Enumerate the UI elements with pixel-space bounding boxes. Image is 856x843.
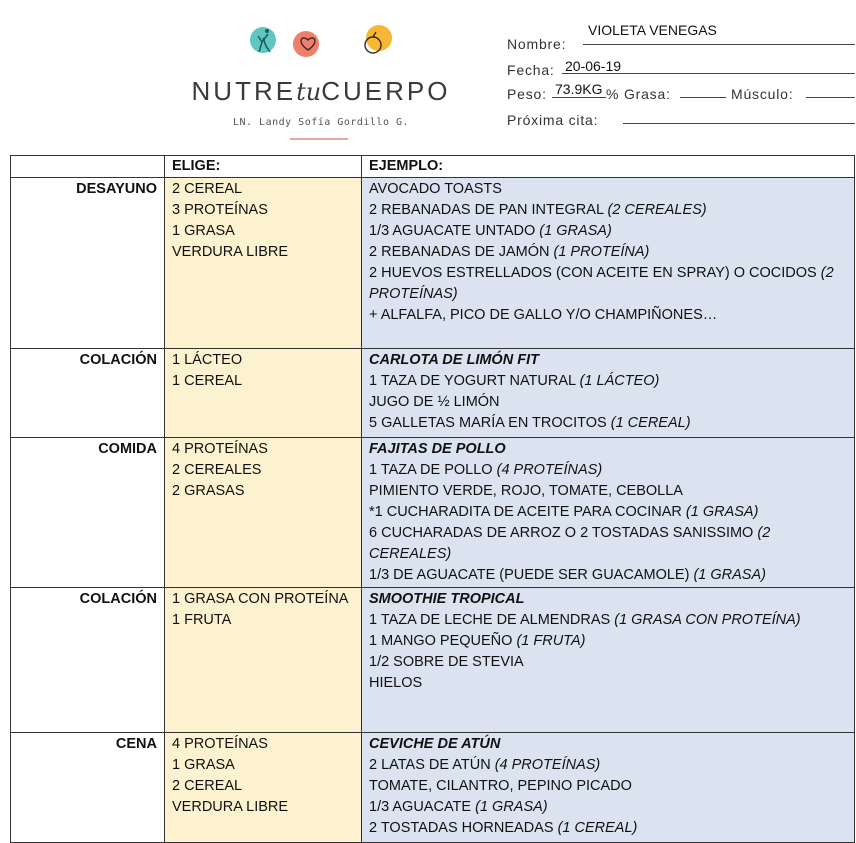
grasa-label: % Grasa: [606, 86, 671, 102]
example-line: 1 TAZA DE LECHE DE ALMENDRAS (1 GRASA CON PROTEÍNA) [369, 612, 801, 628]
elige-item: 1 GRASA CON PROTEÍNA [172, 591, 349, 607]
elige-item: 3 PROTEÍNAS [172, 202, 268, 218]
row-desayuno [11, 178, 855, 349]
recipe-title: CARLOTA DE LIMÓN FIT [369, 352, 539, 368]
elige-item: 1 GRASA [172, 757, 235, 773]
nombre-label: Nombre: [507, 36, 567, 52]
ejemplo-cell [362, 178, 855, 349]
example-line: PIMIENTO VERDE, ROJO, TOMATE, CEBOLLA [369, 483, 683, 499]
musculo-line [806, 97, 855, 98]
ejemplo-cell [362, 438, 855, 588]
header-elige: ELIGE: [165, 156, 362, 178]
heart-icon [293, 31, 319, 57]
example-line: *1 CUCHARADITA DE ACEITE PARA COCINAR (1 GRASA) [369, 504, 759, 520]
orange-icon [365, 25, 392, 53]
elige-item: 1 LÁCTEO [172, 352, 243, 368]
brand-logo-text: NUTREtuCUERPO [191, 76, 451, 106]
elige-item: 4 PROTEÍNAS [172, 736, 268, 752]
decorative-line [290, 138, 348, 140]
example-line: 1/3 DE AGUACATE (PUEDE SER GUACAMOLE) (1 GRASA) [369, 567, 766, 583]
example-line: JUGO DE ½ LIMÓN [369, 394, 500, 410]
nombre-value: VIOLETA VENEGAS [588, 22, 717, 38]
elige-item: 1 CEREAL [172, 373, 243, 389]
example-line: 2 TOSTADAS HORNEADAS (1 CEREAL) [369, 820, 638, 836]
example-line: 2 HUEVOS ESTRELLADOS (CON ACEITE EN SPRAY) O COCIDOS (2 PROTEÍNAS) [369, 265, 834, 302]
elige-cell [165, 588, 362, 733]
elige-item: 2 GRASAS [172, 483, 245, 499]
example-line: + ALFALFA, PICO DE GALLO Y/O CHAMPIÑONES… [369, 307, 718, 323]
person-icon [250, 27, 276, 53]
meal-name: DESAYUNO [11, 178, 165, 349]
elige-item: 2 CEREAL [172, 181, 243, 197]
elige-cell [165, 438, 362, 588]
example-line: TOMATE, CILANTRO, PEPINO PICADO [369, 778, 632, 794]
elige-item: VERDURA LIBRE [172, 244, 289, 260]
meal-name: COMIDA [11, 438, 165, 588]
example-line: 1/3 AGUACATE UNTADO (1 GRASA) [369, 223, 612, 239]
example-line: 2 REBANADAS DE PAN INTEGRAL (2 CEREALES) [369, 202, 707, 218]
example-line: HIELOS [369, 675, 423, 691]
meal-name: CENA [11, 733, 165, 843]
elige-item: VERDURA LIBRE [172, 799, 289, 815]
row-colacion-1 [11, 349, 855, 438]
example-line: 1 TAZA DE YOGURT NATURAL (1 LÁCTEO) [369, 373, 660, 389]
musculo-label: Músculo: [731, 86, 794, 102]
ejemplo-cell [362, 733, 855, 843]
fecha-label: Fecha: [507, 62, 555, 78]
peso-line [552, 97, 606, 98]
nutritionist-name: LN. Landy Sofía Gordillo G. [232, 117, 410, 128]
recipe-title: FAJITAS DE POLLO [369, 441, 506, 457]
elige-cell [165, 733, 362, 843]
ejemplo-cell [362, 588, 855, 733]
header-ejemplo: EJEMPLO: [362, 156, 855, 178]
example-line: 1/2 SOBRE DE STEVIA [369, 654, 524, 670]
example-line: 1 TAZA DE POLLO (4 PROTEÍNAS) [369, 462, 603, 478]
example-line: 5 GALLETAS MARÍA EN TROCITOS (1 CEREAL) [369, 415, 691, 431]
example-line: 2 LATAS DE ATÚN (4 PROTEÍNAS) [369, 757, 601, 773]
row-colacion-2 [11, 588, 855, 733]
peso-value: 73.9KG [555, 81, 603, 97]
example-line: 1/3 AGUACATE (1 GRASA) [369, 799, 548, 815]
nombre-line [583, 44, 855, 45]
elige-item: 2 CEREALES [172, 462, 262, 478]
row-cena [11, 733, 855, 843]
meal-name: COLACIÓN [11, 588, 165, 733]
example-line: 6 CUCHARADAS DE ARROZ O 2 TOSTADAS SANISSIMO (2 CEREALES) [369, 525, 771, 562]
elige-item: 1 FRUTA [172, 612, 232, 628]
ejemplo-cell [362, 349, 855, 438]
fecha-value: 20-06-19 [565, 58, 622, 74]
table-header-row [11, 156, 855, 178]
grasa-line [680, 97, 726, 98]
header-empty-cell [11, 156, 165, 178]
elige-cell [165, 349, 362, 438]
recipe-title: SMOOTHIE TROPICAL [369, 591, 525, 607]
elige-cell [165, 178, 362, 349]
proxima-cita-line [623, 123, 855, 124]
fecha-line [562, 73, 855, 74]
elige-item: 1 GRASA [172, 223, 235, 239]
recipe-title: CEVICHE DE ATÚN [369, 736, 501, 752]
elige-item: 4 PROTEÍNAS [172, 441, 268, 457]
example-line: 2 REBANADAS DE JAMÓN (1 PROTEÍNA) [369, 244, 650, 260]
meal-plan-table [10, 155, 855, 843]
peso-label: Peso: [507, 86, 547, 102]
proxima-cita-label: Próxima cita: [507, 112, 599, 128]
meal-name: COLACIÓN [11, 349, 165, 438]
elige-item: 2 CEREAL [172, 778, 243, 794]
example-line: 1 MANGO PEQUEÑO (1 FRUTA) [369, 633, 586, 649]
row-comida [11, 438, 855, 588]
example-line: AVOCADO TOASTS [369, 181, 502, 197]
logo-icons [246, 22, 406, 62]
